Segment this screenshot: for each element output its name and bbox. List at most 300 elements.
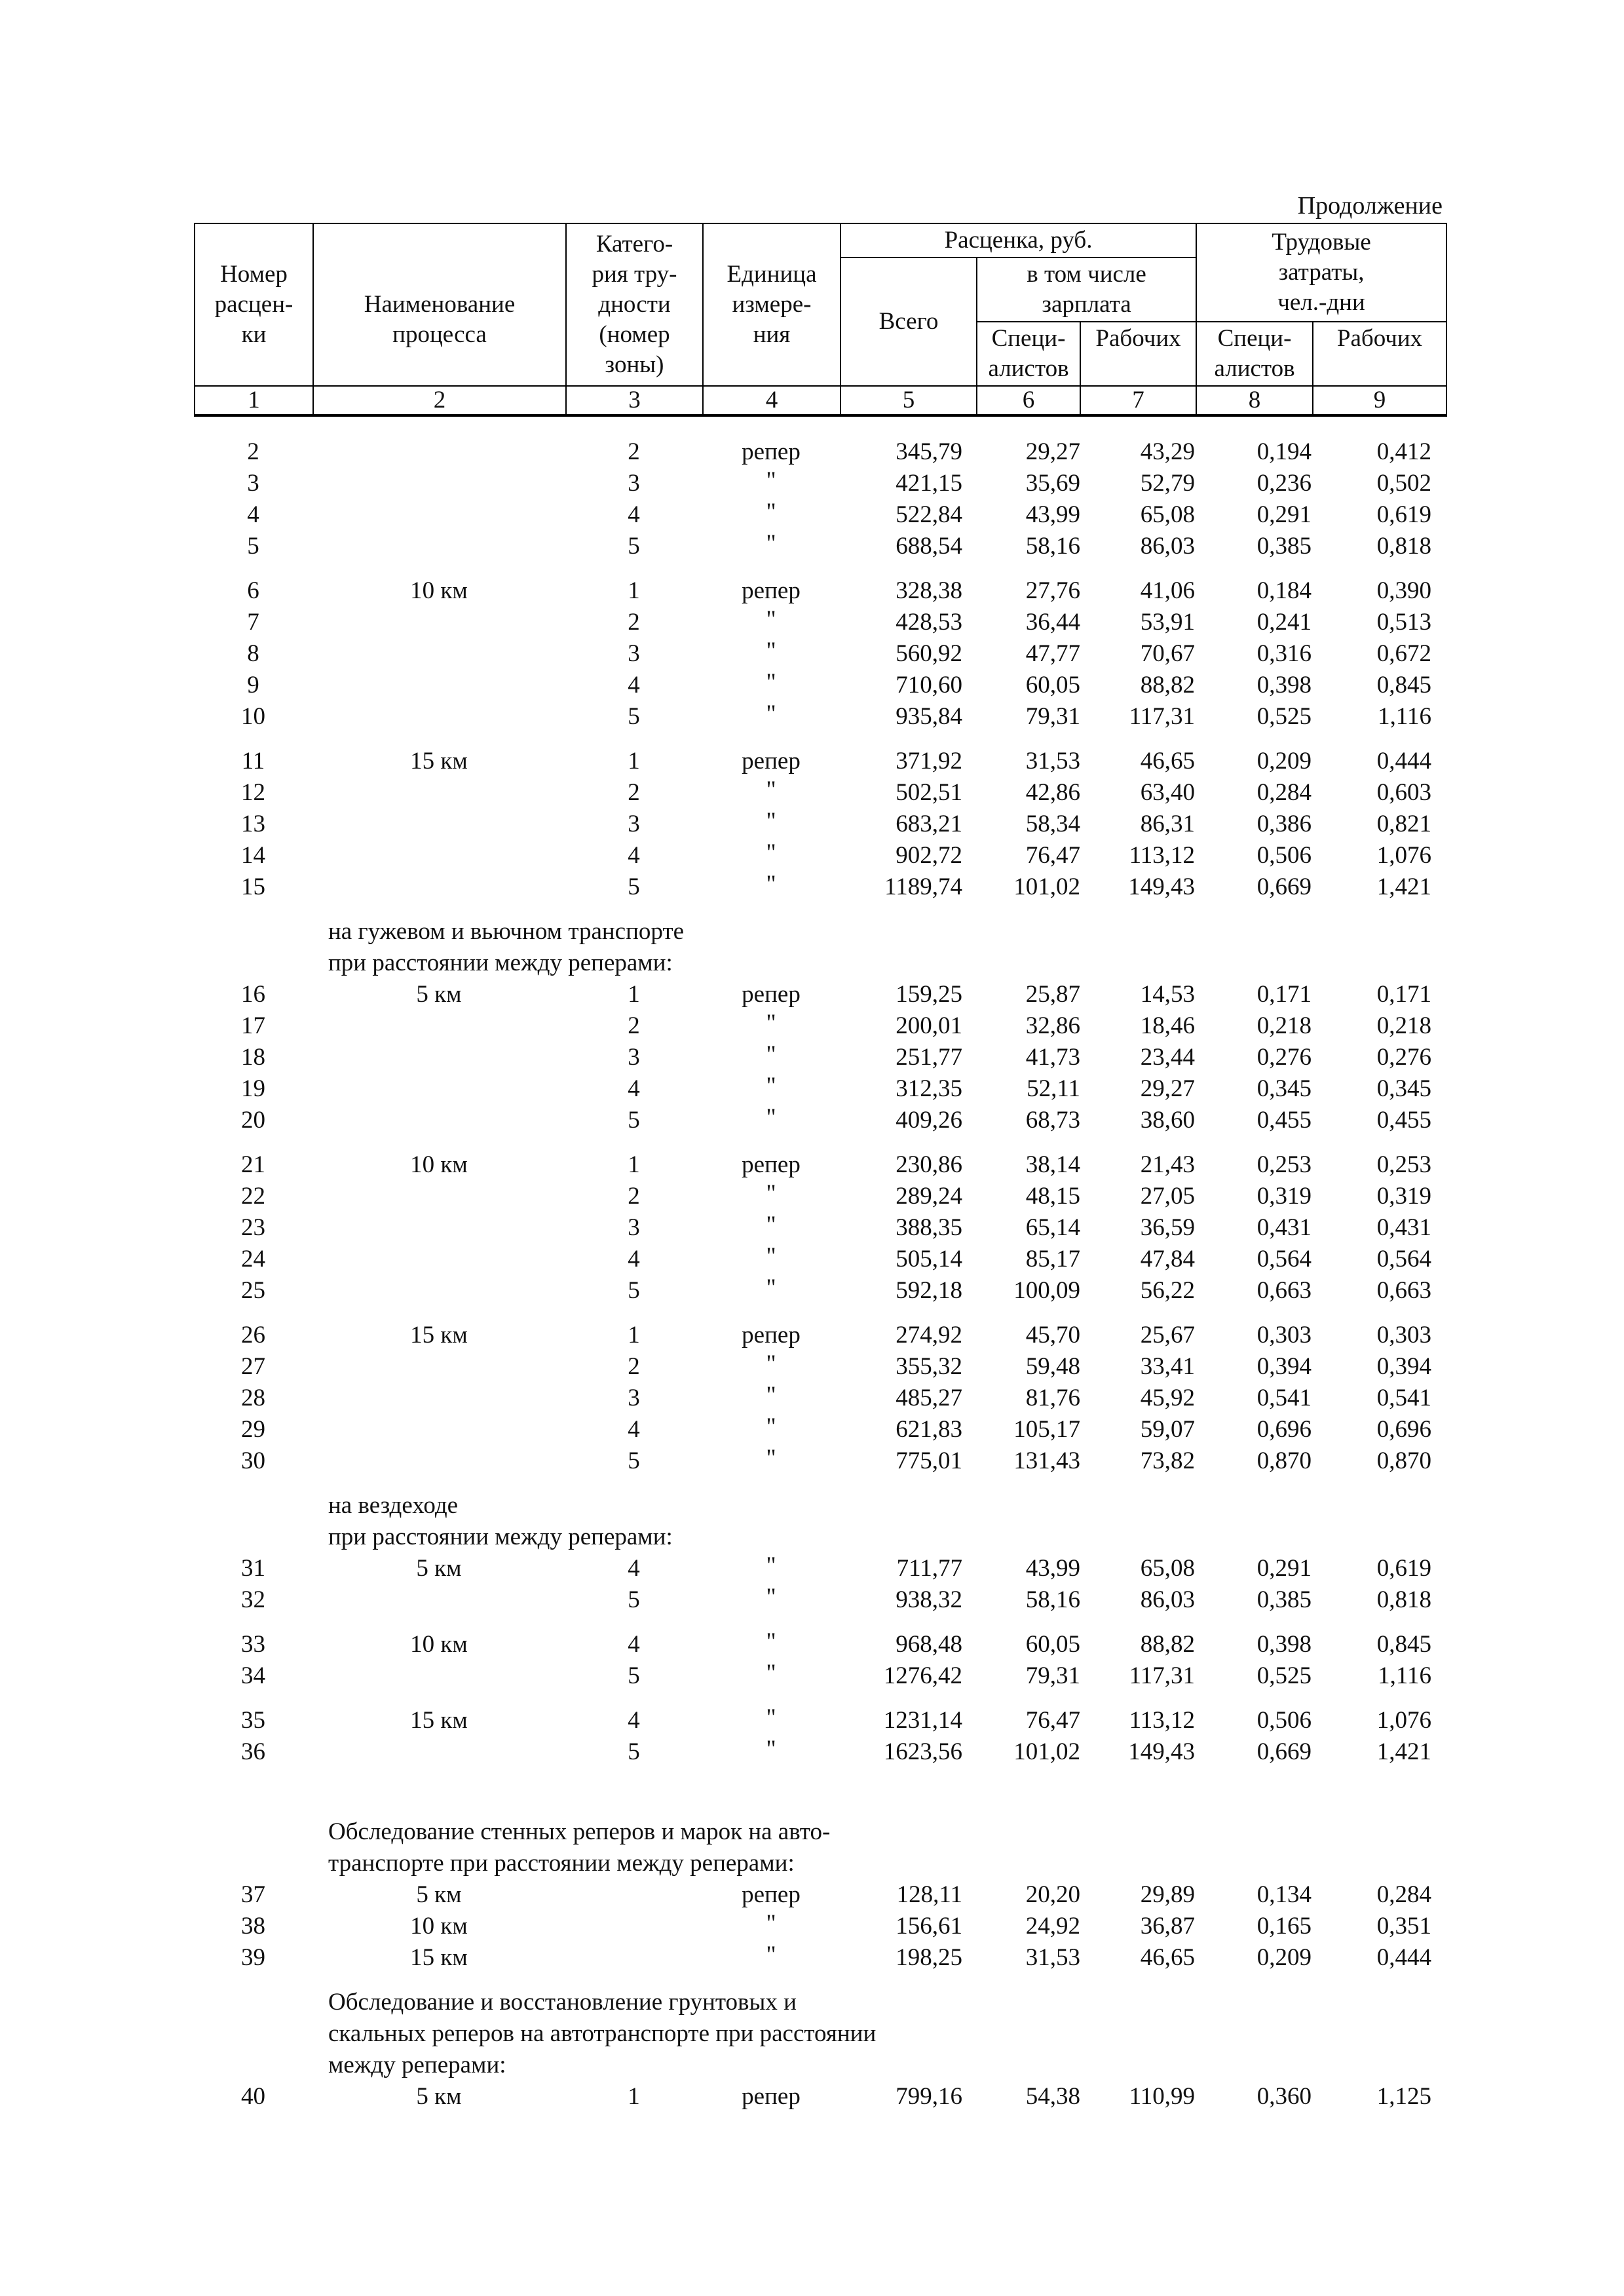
table-cell: 5 км (416, 2083, 462, 2110)
table-cell: 0,218 (1256, 1012, 1312, 1039)
table-cell: 4 (628, 1631, 640, 1658)
table-cell: 21,43 (1140, 1151, 1195, 1178)
table-cell: 29 (241, 1416, 265, 1443)
table-cell: 58,16 (1025, 1586, 1080, 1613)
table-cell: 38,60 (1140, 1107, 1195, 1134)
table-row (194, 575, 1446, 607)
table-cell: 88,82 (1140, 672, 1195, 698)
col-number: 4 (703, 386, 840, 415)
table-cell: 1 (628, 2083, 640, 2110)
table-cell: 0,385 (1256, 533, 1312, 560)
table-cell: 4 (628, 1707, 640, 1734)
table-cell: 0,284 (1256, 779, 1312, 806)
table-cell: 4 (247, 501, 259, 528)
table-row (194, 2081, 1446, 2113)
table-cell: 1,076 (1376, 1707, 1431, 1734)
table-row (194, 531, 1446, 562)
table-cell: 371,92 (896, 748, 962, 775)
table-cell: 710,60 (896, 672, 962, 698)
table-cell: 1 (628, 981, 640, 1008)
table-cell: 10 км (410, 1913, 468, 1940)
table-cell: 0,669 (1256, 873, 1312, 900)
table-cell: 81,76 (1025, 1385, 1080, 1411)
table-cell: 40 (241, 2083, 265, 2110)
table-cell: 59,48 (1025, 1353, 1080, 1380)
table-cell: 0,165 (1256, 1913, 1312, 1940)
header-salary-workers: Рабочих (1080, 322, 1196, 386)
table-cell: 0,390 (1376, 577, 1431, 604)
table-cell: репер (742, 981, 801, 1008)
table-row (194, 840, 1446, 871)
table-cell: 0,564 (1376, 1246, 1431, 1272)
table-cell: 0,394 (1256, 1353, 1312, 1380)
table-cell: 45,92 (1140, 1385, 1195, 1411)
table-cell: 0,513 (1376, 609, 1431, 636)
table-cell: 0,385 (1256, 1586, 1312, 1613)
table-cell: 711,77 (896, 1555, 962, 1582)
table-cell: 32,86 (1025, 1012, 1080, 1039)
table-cell: " (766, 700, 776, 727)
table-cell: 0,821 (1376, 811, 1431, 837)
table-cell: 0,663 (1376, 1277, 1431, 1304)
table-cell: 29,89 (1140, 1881, 1195, 1908)
table-cell: 4 (628, 1075, 640, 1102)
table-cell: " (766, 839, 776, 866)
table-cell: 0,619 (1376, 1555, 1431, 1582)
table-cell: 105,17 (1013, 1416, 1080, 1443)
table-cell: 4 (628, 1246, 640, 1272)
table-cell: 54,38 (1025, 2083, 1080, 2110)
table-cell: репер (742, 438, 801, 465)
table-cell: 1231,14 (883, 1707, 962, 1734)
table-cell: 11 (241, 748, 265, 775)
table-cell: " (766, 1274, 776, 1301)
table-cell: 156,61 (896, 1913, 962, 1940)
table-cell: 0,696 (1376, 1416, 1431, 1443)
table-cell: 25,67 (1140, 1322, 1195, 1349)
table-cell: 0,525 (1256, 703, 1312, 730)
table-cell: 0,669 (1256, 1738, 1312, 1765)
section-heading-line: Обследование и восстановление грунтовых и (328, 1989, 797, 2016)
table-cell: 15 км (410, 1944, 468, 1971)
table-row (194, 1105, 1446, 1136)
table-cell: 5 (628, 1662, 640, 1689)
table-cell: 0,502 (1376, 470, 1431, 497)
section-heading-line: скальных реперов на автотранспорте при расстоянии (328, 2020, 877, 2047)
table-cell: " (766, 1350, 776, 1377)
table-cell: 0,845 (1376, 672, 1431, 698)
table-cell: репер (742, 1881, 801, 1908)
table-cell: 52,79 (1140, 470, 1195, 497)
header-total: Всего (840, 258, 977, 386)
table-cell: 0,218 (1376, 1012, 1431, 1039)
table-row (194, 1584, 1446, 1616)
table-cell: 5 (628, 1447, 640, 1474)
table-cell: 2 (247, 438, 259, 465)
table-cell: 41,73 (1025, 1044, 1080, 1071)
table-row (194, 1705, 1446, 1736)
table-cell: 38 (241, 1913, 265, 1940)
table-cell: 0,870 (1256, 1447, 1312, 1474)
table-cell: 621,83 (896, 1416, 962, 1443)
table-cell: 101,02 (1013, 873, 1080, 900)
table-cell: 1,421 (1376, 1738, 1431, 1765)
section-heading-line: на вездеходе (328, 1492, 459, 1519)
table-cell: 15 (241, 873, 265, 900)
table-cell: 16 (241, 981, 265, 1008)
table-cell: 3 (628, 811, 640, 837)
table-cell: 46,65 (1140, 1944, 1195, 1971)
table-cell: 0,291 (1256, 501, 1312, 528)
table-cell: 10 км (410, 577, 468, 604)
table-cell: 0,603 (1376, 779, 1431, 806)
table-cell: 0,525 (1256, 1662, 1312, 1689)
table-cell: 0,506 (1256, 842, 1312, 869)
table-cell: " (766, 1445, 776, 1472)
table-cell: 36 (241, 1738, 265, 1765)
table-row (194, 468, 1446, 499)
table-row (194, 1149, 1446, 1181)
table-cell: 0,253 (1376, 1151, 1431, 1178)
table-cell: 5 (628, 1277, 640, 1304)
table-row (194, 1553, 1446, 1584)
table-row (194, 701, 1446, 733)
table-cell: 37 (241, 1881, 265, 1908)
table-cell: 683,21 (896, 811, 962, 837)
table-cell: 41,06 (1140, 577, 1195, 604)
table-cell: 0,184 (1256, 577, 1312, 604)
table-cell: репер (742, 2083, 801, 2110)
table-cell: 35 (241, 1707, 265, 1734)
table-cell: 45,70 (1025, 1322, 1080, 1349)
table-cell: 47,84 (1140, 1246, 1195, 1272)
table-cell: 18 (241, 1044, 265, 1071)
table-cell: 22 (241, 1183, 265, 1210)
section-heading-line: транспорте при расстоянии между реперами: (328, 1850, 795, 1877)
group-spacer (194, 1974, 1446, 1987)
table-cell: 58,34 (1025, 811, 1080, 837)
table-cell: 53,91 (1140, 609, 1195, 636)
continuation-label: Продолжение (1297, 192, 1443, 220)
header-labor-specialists: Специ- алистов (1196, 322, 1313, 386)
table-cell: 1,116 (1378, 1662, 1431, 1689)
table-cell: " (766, 669, 776, 696)
table-cell: 968,48 (896, 1631, 962, 1658)
table-cell: 198,25 (896, 1944, 962, 1971)
table-cell: 19 (241, 1075, 265, 1102)
col-number: 5 (840, 386, 977, 415)
table-cell: 935,84 (896, 703, 962, 730)
table-cell: 26 (241, 1322, 265, 1349)
table-cell: " (766, 1552, 776, 1579)
header-rate: Расценка, руб. (840, 223, 1196, 258)
table-cell: 58,16 (1025, 533, 1080, 560)
table-cell: 0,696 (1256, 1416, 1312, 1443)
table-row (194, 1351, 1446, 1383)
table-cell: 428,53 (896, 609, 962, 636)
table-cell: 31,53 (1025, 1944, 1080, 1971)
col-number: 6 (977, 386, 1080, 415)
table-cell: 522,84 (896, 501, 962, 528)
table-cell: 0,171 (1256, 981, 1312, 1008)
table-cell: 149,43 (1128, 1738, 1195, 1765)
table-row (194, 1911, 1446, 1942)
table-cell: 0,319 (1376, 1183, 1431, 1210)
table-cell: 1623,56 (883, 1738, 962, 1765)
table-cell: 1,116 (1378, 703, 1431, 730)
table-cell: 24,92 (1025, 1913, 1080, 1940)
table-cell: 938,32 (896, 1586, 962, 1613)
table-cell: 312,35 (896, 1075, 962, 1102)
table-cell: 1 (628, 1322, 640, 1349)
table-cell: 32 (241, 1586, 265, 1613)
table-cell: 0,319 (1256, 1183, 1312, 1210)
table-cell: 59,07 (1140, 1416, 1195, 1443)
table-row (194, 1244, 1446, 1275)
table-cell: 289,24 (896, 1183, 962, 1210)
table-cell: 20 (241, 1107, 265, 1134)
table-cell: 0,455 (1376, 1107, 1431, 1134)
table-cell: 25,87 (1025, 981, 1080, 1008)
table-row (194, 1042, 1446, 1073)
col-number: 3 (566, 386, 703, 415)
table-cell: 21 (241, 1151, 265, 1178)
table-cell: 1,076 (1376, 842, 1431, 869)
table-cell: 0,303 (1376, 1322, 1431, 1349)
table-cell: 79,31 (1025, 1662, 1080, 1689)
group-spacer (194, 1768, 1446, 1816)
table-cell: 23 (241, 1214, 265, 1241)
table-cell: 0,564 (1256, 1246, 1312, 1272)
table-row (194, 1660, 1446, 1692)
table-cell: 0,194 (1256, 438, 1312, 465)
table-cell: 15 км (410, 1322, 468, 1349)
table-cell: 0,541 (1256, 1385, 1312, 1411)
table-cell: 27 (241, 1353, 265, 1380)
col-number: 9 (1313, 386, 1446, 415)
table-cell: 0,253 (1256, 1151, 1312, 1178)
table-cell: 0,351 (1376, 1913, 1431, 1940)
table-cell: 0,431 (1256, 1214, 1312, 1241)
table-row (194, 1073, 1446, 1105)
header-including-salary: в том числе зарплата (977, 258, 1196, 322)
table-row (194, 638, 1446, 670)
table-cell: 48,15 (1025, 1183, 1080, 1210)
table-cell: 355,32 (896, 1353, 962, 1380)
table-cell: 10 (241, 703, 265, 730)
table-cell: 2 (628, 1012, 640, 1039)
table-cell: 5 (628, 873, 640, 900)
table-row (194, 1383, 1446, 1414)
table-cell: 42,86 (1025, 779, 1080, 806)
table-cell: 560,92 (896, 640, 962, 667)
table-cell: 328,38 (896, 577, 962, 604)
table-cell: 14,53 (1140, 981, 1195, 1008)
table-cell: 25 (241, 1277, 265, 1304)
table-cell: 0,870 (1376, 1447, 1431, 1474)
table-cell: 0,276 (1376, 1044, 1431, 1071)
group-spacer (194, 733, 1446, 746)
table-cell: " (766, 606, 776, 633)
table-cell: 65,08 (1140, 501, 1195, 528)
table-cell: 29,27 (1140, 1075, 1195, 1102)
table-cell: 502,51 (896, 779, 962, 806)
table-cell: 6 (247, 577, 259, 604)
header-salary-specialists: Специ- алистов (977, 322, 1080, 386)
header-category: Катего- рия тру- дности (номер зоны) (566, 223, 703, 386)
table-cell: 3 (247, 470, 259, 497)
table-cell: 8 (247, 640, 259, 667)
table-cell: 0,241 (1256, 609, 1312, 636)
table-cell: 3 (628, 1044, 640, 1071)
table-cell: 274,92 (896, 1322, 962, 1349)
table-cell: 10 км (410, 1151, 468, 1178)
table-cell: " (766, 1010, 776, 1037)
table-row (194, 1629, 1446, 1660)
table-cell: 15 км (410, 748, 468, 775)
table-cell: 27,05 (1140, 1183, 1195, 1210)
table-cell: 73,82 (1140, 1447, 1195, 1474)
table-cell: 0,663 (1256, 1277, 1312, 1304)
table-cell: 63,40 (1140, 779, 1195, 806)
table-row (194, 1320, 1446, 1351)
table-cell: 31,53 (1025, 748, 1080, 775)
table-cell: 0,431 (1376, 1214, 1431, 1241)
table-cell: 775,01 (896, 1447, 962, 1474)
table-cell: 0,619 (1376, 501, 1431, 528)
table-row (194, 1445, 1446, 1477)
table-cell: 5 (628, 1738, 640, 1765)
table-cell: 1 (628, 577, 640, 604)
table-cell: 17 (241, 1012, 265, 1039)
table-cell: 113,12 (1129, 1707, 1195, 1734)
table-cell: 36,44 (1025, 609, 1080, 636)
table-cell: 7 (247, 609, 259, 636)
group-spacer (194, 903, 1446, 916)
col-number: 2 (313, 386, 566, 415)
table-cell: 3 (628, 640, 640, 667)
table-cell: 5 км (416, 981, 462, 1008)
table-cell: 18,46 (1140, 1012, 1195, 1039)
table-cell: 5 (628, 703, 640, 730)
table-cell: 592,18 (896, 1277, 962, 1304)
table-cell: 0,360 (1256, 2083, 1312, 2110)
table-cell: " (766, 1243, 776, 1270)
table-cell: 68,73 (1025, 1107, 1080, 1134)
table-cell: 86,03 (1140, 533, 1195, 560)
table-cell: 0,316 (1256, 640, 1312, 667)
table-cell: репер (742, 1151, 801, 1178)
table-cell: 1276,42 (883, 1662, 962, 1689)
table-cell: 485,27 (896, 1385, 962, 1411)
table-cell: 28 (241, 1385, 265, 1411)
table-cell: 100,09 (1013, 1277, 1080, 1304)
table-cell: 345,79 (896, 438, 962, 465)
table-cell: 230,86 (896, 1151, 962, 1178)
table-cell: 128,11 (896, 1881, 962, 1908)
table-cell: 1 (628, 1151, 640, 1178)
table-cell: 4 (628, 842, 640, 869)
table-cell: " (766, 871, 776, 898)
table-cell: 76,47 (1025, 842, 1080, 869)
table-cell: 43,99 (1025, 1555, 1080, 1582)
table-cell: " (766, 467, 776, 494)
table-cell: " (766, 1041, 776, 1068)
table-cell: 0,134 (1256, 1881, 1312, 1908)
table-cell: 1,421 (1376, 873, 1431, 900)
table-cell: 10 км (410, 1631, 468, 1658)
table-row (194, 670, 1446, 701)
table-cell: " (766, 1212, 776, 1238)
table-cell: 0,209 (1256, 1944, 1312, 1971)
table-cell: 34 (241, 1662, 265, 1689)
header-unit: Единица измере- ния (703, 223, 840, 386)
table-cell: 4 (628, 1416, 640, 1443)
table-cell: 0,818 (1376, 1586, 1431, 1613)
table-cell: " (766, 1660, 776, 1687)
table-cell: 60,05 (1025, 672, 1080, 698)
table-cell: " (766, 1382, 776, 1409)
table-cell: 4 (628, 672, 640, 698)
section-heading-line: при расстоянии между реперами: (328, 1523, 673, 1550)
table-row (194, 979, 1446, 1010)
table-row (194, 1736, 1446, 1768)
section-heading-line: между реперами: (328, 2052, 506, 2078)
table-cell: 505,14 (896, 1246, 962, 1272)
table-cell: " (766, 1704, 776, 1731)
table-cell: 88,82 (1140, 1631, 1195, 1658)
table-cell: " (766, 1910, 776, 1937)
table-cell: 12 (241, 779, 265, 806)
table-cell: 3 (628, 1214, 640, 1241)
table-row (194, 1414, 1446, 1445)
table-cell: 76,47 (1025, 1707, 1080, 1734)
table-row (194, 871, 1446, 903)
table-cell: 70,67 (1140, 640, 1195, 667)
table-cell: 688,54 (896, 533, 962, 560)
table-cell: 39 (241, 1944, 265, 1971)
table-header (194, 223, 1447, 417)
table-cell: 200,01 (896, 1012, 962, 1039)
table-cell: 113,12 (1129, 842, 1195, 869)
table-cell: 3 (628, 470, 640, 497)
table-cell: 56,22 (1140, 1277, 1195, 1304)
table-cell: " (766, 499, 776, 526)
table-cell: 5 (628, 533, 640, 560)
table-cell: 0,209 (1256, 748, 1312, 775)
table-row (194, 607, 1446, 638)
table-cell: 0,394 (1376, 1353, 1431, 1380)
table-cell: 0,541 (1376, 1385, 1431, 1411)
table-cell: 0,171 (1376, 981, 1431, 1008)
table-row (194, 1942, 1446, 1974)
table-cell: " (766, 1073, 776, 1100)
table-row (194, 1181, 1446, 1212)
table-body (194, 436, 1446, 2113)
table-cell: " (766, 776, 776, 803)
table-cell: " (766, 1180, 776, 1207)
group-spacer (194, 1136, 1446, 1149)
table-cell: 5 км (416, 1555, 462, 1582)
table-cell: 0,818 (1376, 533, 1431, 560)
table-cell: 251,77 (896, 1044, 962, 1071)
table-cell: 20,20 (1025, 1881, 1080, 1908)
table-cell: 27,76 (1025, 577, 1080, 604)
table-cell: 0,455 (1256, 1107, 1312, 1134)
table-cell: 9 (247, 672, 259, 698)
table-cell: 0,284 (1376, 1881, 1431, 1908)
table-cell: 4 (628, 501, 640, 528)
